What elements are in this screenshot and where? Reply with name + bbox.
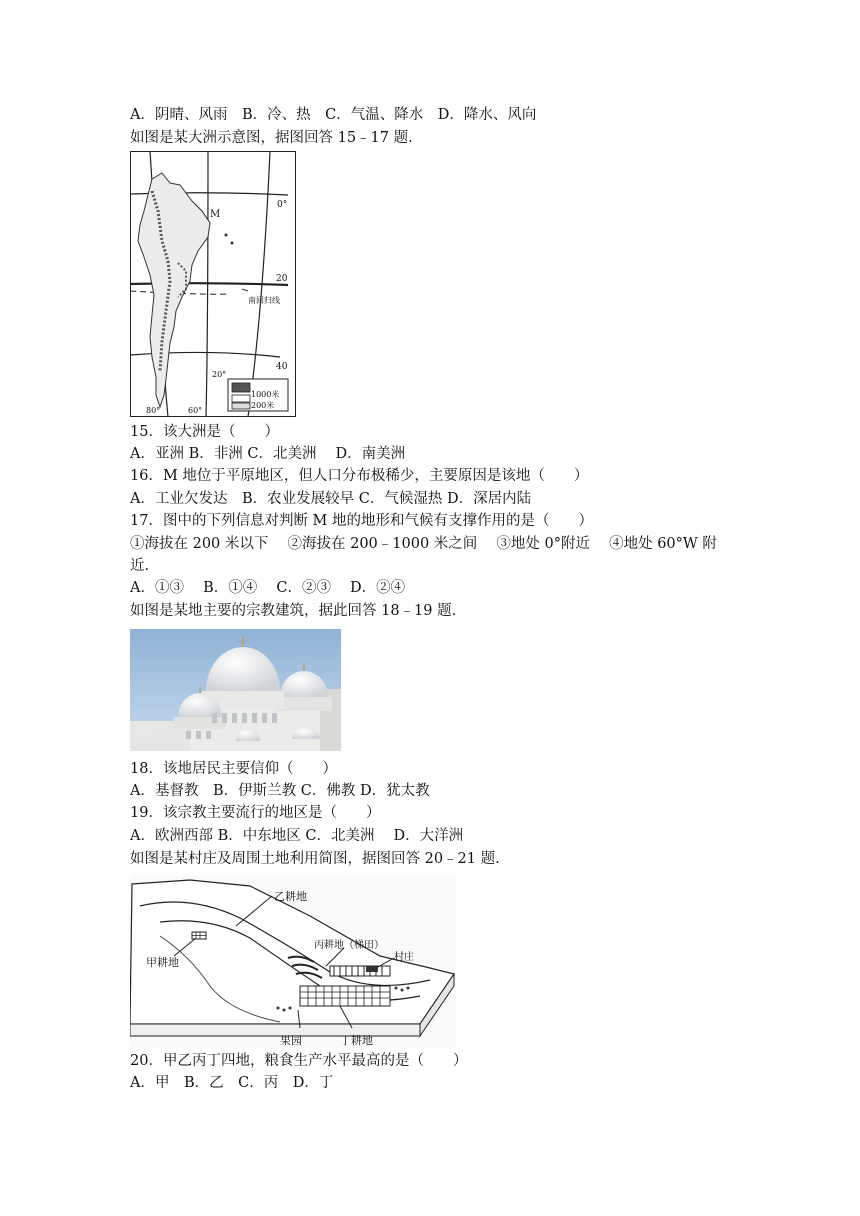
question-15-options: A．亚洲 B．非洲 C．北美洲 D．南美洲 <box>130 446 406 462</box>
label-orchard: 果园 <box>280 1034 302 1047</box>
question-17-statements-cont: 近. <box>130 558 150 574</box>
label-ding-field: 丁耕地 <box>340 1034 373 1047</box>
question-19: 19．该宗教主要流行的地区是（ ） <box>130 805 381 821</box>
question-16: 16．M 地位于平原地区，但人口分布极稀少，主要原因是该地（ ） <box>130 468 589 484</box>
map-tropic-label: 南回归线 <box>248 296 280 305</box>
question-17-statements: ①海拔在 200 米以下 ②海拔在 200﹣1000 米之间 ③地处 0°附近 ④地处 60°W 附 <box>130 536 717 552</box>
question-16-options: A．工业欠发达 B．农业发展较早 C．气候湿热 D．深居内陆 <box>130 491 532 507</box>
map-label-m: M <box>210 209 221 220</box>
label-yi-field: 乙耕地 <box>274 890 307 903</box>
line-q14-options: A．阴晴、风雨 B．冷、热 C．气温、降水 D．降水、风向 <box>130 107 537 123</box>
intro-q15-17: 如图是某大洲示意图，据图回答 15﹣17 题. <box>130 130 413 146</box>
question-20: 20．甲乙丙丁四地，粮食生产水平最高的是（ ） <box>130 1053 468 1069</box>
question-19-options: A．欧洲西部 B．中东地区 C．北美洲 D．大洋洲 <box>130 828 464 844</box>
question-15: 15．该大洲是（ ） <box>130 424 279 440</box>
question-20-options: A．甲 B．乙 C．丙 D．丁 <box>130 1075 334 1091</box>
question-17-options: A．①③ B．①④ C．②③ D．②④ <box>130 580 406 596</box>
question-18-options: A．基督教 B．伊斯兰教 C．佛教 D．犹太教 <box>130 783 430 799</box>
map-lat-40: 40 <box>276 362 288 372</box>
label-village: 村庄 <box>394 952 414 963</box>
map-lat-20b: 20° <box>212 370 227 379</box>
land-use-diagram <box>130 876 456 1048</box>
map-lat-0: 0° <box>277 200 288 210</box>
intro-q18-19: 如图是某地主要的宗教建筑，据此回答 18﹣19 题. <box>130 603 457 619</box>
label-jia-field: 甲耕地 <box>146 956 179 969</box>
legend-1000: 1000米 <box>251 390 280 399</box>
legend-200: 200米 <box>251 401 275 410</box>
question-18: 18．该地居民主要信仰（ ） <box>130 761 337 777</box>
map-lat-20: 20 <box>276 274 288 284</box>
continent-map-figure <box>130 151 296 417</box>
map-lon-80: 80° <box>146 406 161 415</box>
mosque-photo <box>130 629 341 751</box>
map-lon-60: 60° <box>188 406 203 415</box>
question-17: 17．图中的下列信息对判断 M 地的地形和气候有支撑作用的是（ ） <box>130 513 594 529</box>
label-bing-field: 丙耕地（梯田） <box>314 940 384 951</box>
map-legend <box>228 379 288 411</box>
intro-q20-21: 如图是某村庄及周围土地利用简图，据图回答 20﹣21 题. <box>130 851 500 867</box>
